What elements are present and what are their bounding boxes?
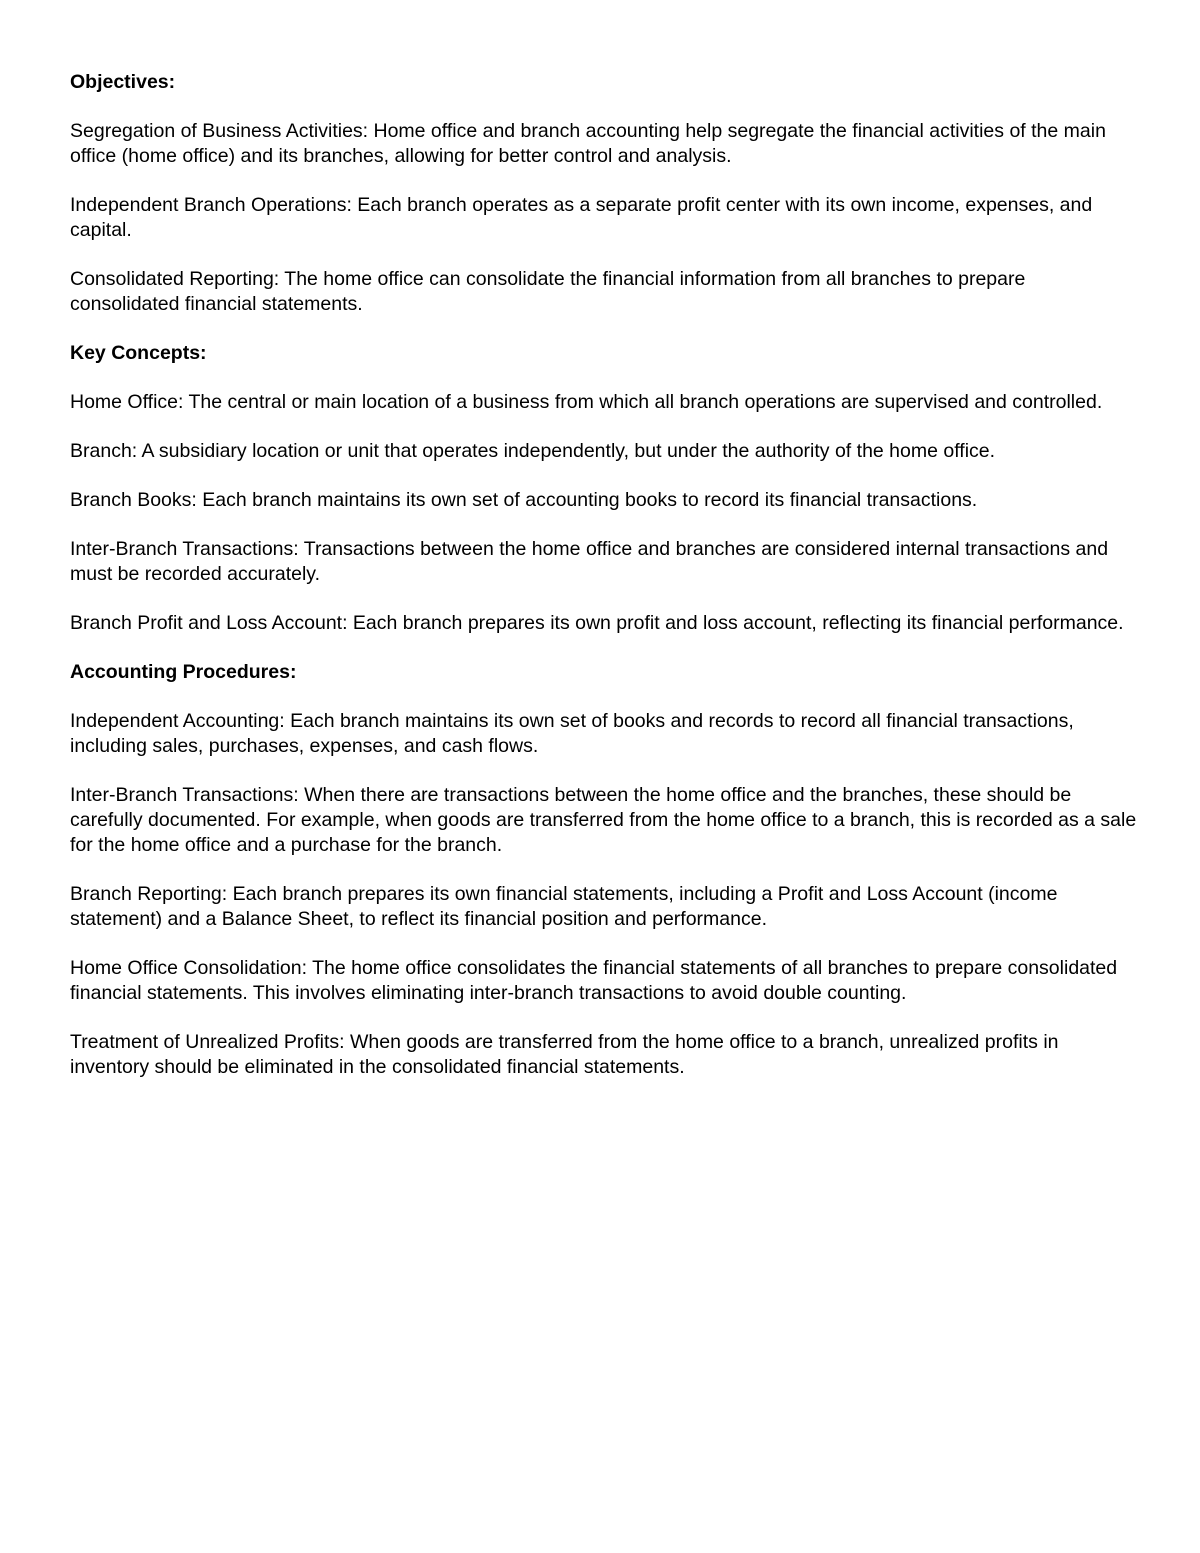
paragraph-branch: Branch: A subsidiary location or unit that operates independently, but under the authority of the home office. <box>70 440 996 462</box>
paragraph-branch-profit-loss: Branch Profit and Loss Account: Each branch prepares its own profit and loss account, reflecting its financial performance. <box>70 612 1124 634</box>
paragraph-home-office: Home Office: The central or main location of a business from which all branch operations are supervised and controlled. <box>70 391 1103 413</box>
section-heading-key-concepts: Key Concepts: <box>70 342 207 364</box>
paragraph-branch-reporting: Branch Reporting: Each branch prepares its own financial statements, including a Profit and Loss Account (income statement) and a Balance Sheet, to reflect its financial position and performance. <box>70 883 1058 930</box>
paragraph-inter-branch-procedures: Inter-Branch Transactions: When there are transactions between the home office and the branches, these should be carefully documented. For example, when goods are transferred from the home office to a branch, this is recorded as a sale for the home office and a purchase for the branch. <box>70 784 1137 856</box>
paragraph-independent-accounting: Independent Accounting: Each branch maintains its own set of books and records to record all financial transactions, including sales, purchases, expenses, and cash flows. <box>70 710 1074 757</box>
paragraph-independent-operations: Independent Branch Operations: Each branch operates as a separate profit center with its own income, expenses, and capital. <box>70 194 1093 241</box>
paragraph-consolidated-reporting: Consolidated Reporting: The home office can consolidate the financial information from all branches to prepare consolidated financial statements. <box>70 268 1026 315</box>
section-heading-accounting-procedures: Accounting Procedures: <box>70 661 297 683</box>
paragraph-branch-books: Branch Books: Each branch maintains its own set of accounting books to record its financial transactions. <box>70 489 978 511</box>
paragraph-home-office-consolidation: Home Office Consolidation: The home office consolidates the financial statements of all branches to prepare consolidated financial statements. This involves eliminating inter-branch transactions to avoid double counting. <box>70 957 1118 1004</box>
paragraph-unrealized-profits: Treatment of Unrealized Profits: When goods are transferred from the home office to a branch, unrealized profits in inventory should be eliminated in the consolidated financial statements. <box>70 1031 1059 1078</box>
document-page <box>70 70 1138 1104</box>
paragraph-segregation: Segregation of Business Activities: Home office and branch accounting help segregate the financial activities of the main office (home office) and its branches, allowing for better control and analysis. <box>70 120 1106 167</box>
paragraph-inter-branch-transactions: Inter-Branch Transactions: Transactions between the home office and branches are considered internal transactions and must be recorded accurately. <box>70 538 1109 585</box>
section-heading-objectives: Objectives: <box>70 71 176 93</box>
